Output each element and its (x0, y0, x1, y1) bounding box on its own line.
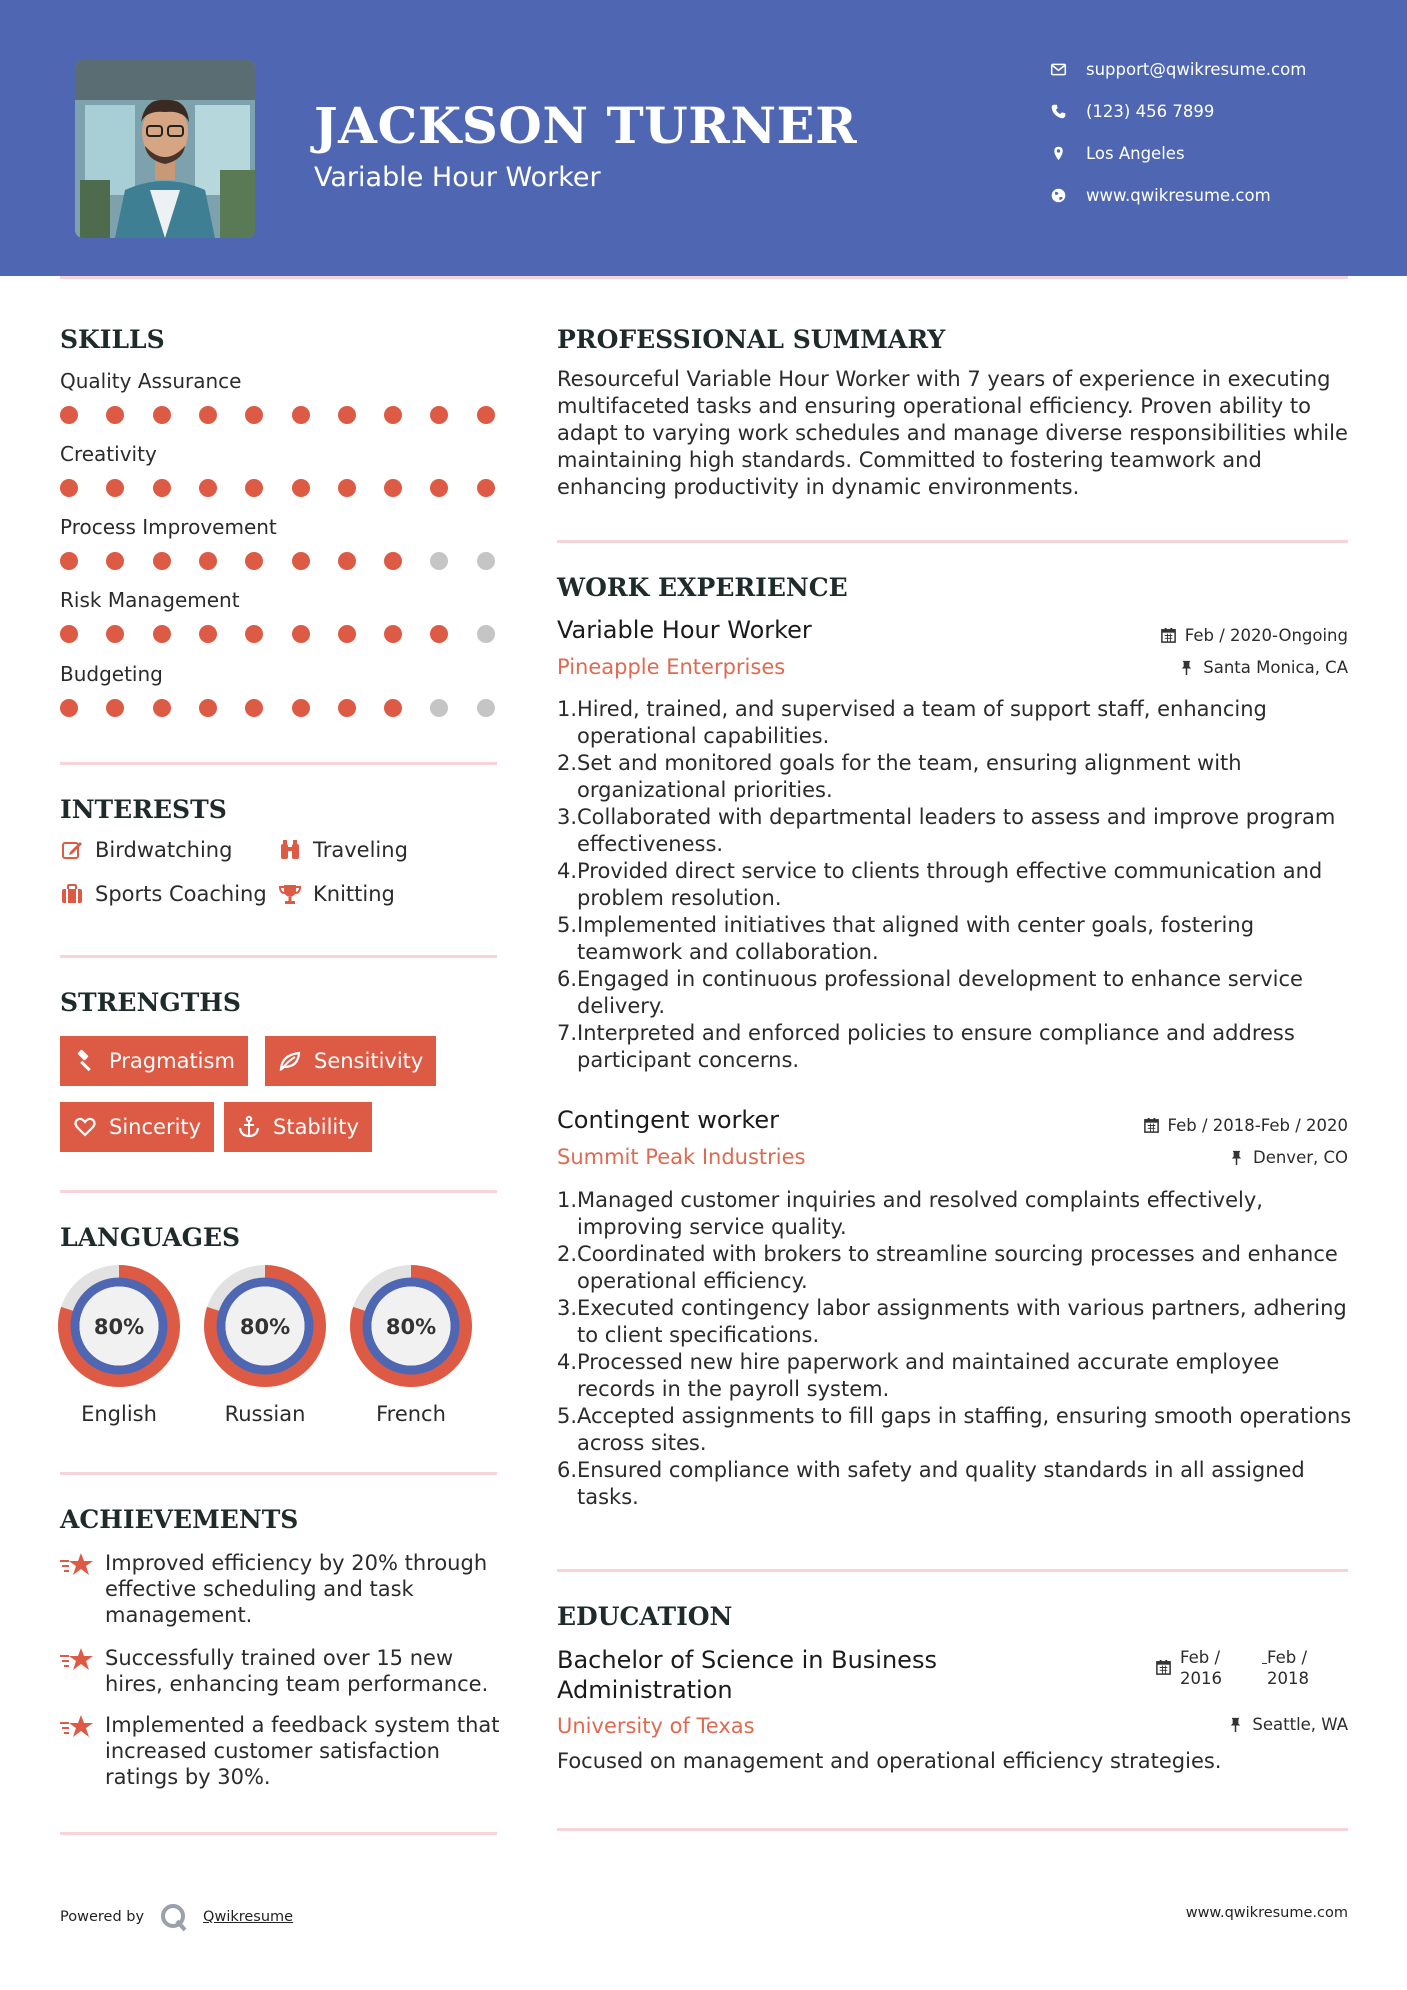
skill-dot-filled (430, 625, 448, 643)
language-percent: 80% (93, 1315, 145, 1339)
section-divider (557, 540, 1348, 543)
job-bullet (557, 912, 1357, 966)
achievement-item (60, 1712, 500, 1790)
skill-dot-filled (338, 552, 356, 570)
skill-dot-filled (153, 699, 171, 717)
anchor-icon (237, 1115, 261, 1139)
languages-heading: LANGUAGES (60, 1223, 241, 1252)
language-percent: 80% (239, 1315, 291, 1339)
skill-dot-empty (477, 699, 495, 717)
education-school: University of Texas (557, 1714, 755, 1738)
skill-dot-filled (106, 625, 124, 643)
pushpin-icon (1228, 1149, 1245, 1166)
section-divider (60, 1472, 497, 1475)
calendar-icon (1143, 1117, 1160, 1134)
strength-badge (265, 1036, 436, 1086)
language-ring (349, 1264, 473, 1388)
job-bullet (557, 1241, 1357, 1295)
header-divider (60, 276, 1348, 279)
skill-dot-empty (430, 552, 448, 570)
pushpin-icon (1227, 1716, 1244, 1733)
strengths-heading: STRENGTHS (60, 988, 241, 1017)
gavel-icon (73, 1049, 97, 1073)
bullet-text: Ensured compliance with safety and quality standards in all assigned tasks. (577, 1458, 1305, 1509)
education-location (1227, 1715, 1348, 1734)
job-role: Contingent worker (557, 1106, 780, 1134)
qwikresume-link[interactable]: Qwikresume (203, 1909, 294, 1925)
briefcase-icon (60, 882, 95, 906)
powered-by-text: Powered by (60, 1909, 145, 1925)
summary-text: Resourceful Variable Hour Worker with 7 years of experience in executing multifaceted tasks and ensuring operational efficiency. Proven ability to adapt to varying work schedules and manage diverse responsibilities while maintaining high standards. Committed to fostering teamwork and enhancing productivity in dynamic environments. (557, 367, 1348, 499)
bullet-text: Provided direct service to clients through effective communication and problem resolution. (577, 859, 1323, 910)
skill-dot-filled (292, 552, 310, 570)
job-location (1178, 658, 1348, 677)
contact-location (1050, 141, 1390, 165)
skill-dot-empty (477, 552, 495, 570)
skill-rating (60, 478, 500, 498)
skill-dot-filled (384, 406, 402, 424)
skill-name: Process Improvement (60, 515, 277, 539)
star-icon (60, 1712, 105, 1790)
skill-dot-filled (60, 479, 78, 497)
footer-powered-by (60, 1902, 293, 1932)
skill-dot-filled (245, 406, 263, 424)
interest-label: Sports Coaching (95, 882, 267, 906)
job-bullet (557, 1403, 1357, 1457)
language-ring (203, 1264, 327, 1388)
trophy-icon (278, 882, 313, 906)
star-icon (60, 1550, 105, 1628)
skill-dot-filled (199, 406, 217, 424)
bullet-number: 6 . (557, 966, 575, 1020)
skill-dot-filled (338, 479, 356, 497)
bullet-text: Hired, trained, and supervised a team of support staff, enhancing operational capabilities. (577, 697, 1267, 748)
job-bullet (557, 1187, 1357, 1241)
education-description: Focused on management and operational efficiency strategies. (557, 1749, 1222, 1773)
job-bullets (557, 1187, 1357, 1511)
skill-dot-filled (292, 699, 310, 717)
skill-dot-filled (60, 699, 78, 717)
skill-dot-filled (384, 699, 402, 717)
achievement-text: Improved efficiency by 20% through effective scheduling and task management. (105, 1551, 488, 1627)
star-icon (60, 1645, 105, 1697)
job-role: Variable Hour Worker (557, 616, 812, 644)
skill-dot-filled (338, 699, 356, 717)
skill-dot-filled (384, 625, 402, 643)
skill-dot-filled (292, 625, 310, 643)
skill-dot-filled (106, 699, 124, 717)
bullet-number: 2 . (557, 750, 575, 804)
interest-label: Traveling (313, 838, 408, 862)
skill-dot-filled (245, 552, 263, 570)
job-bullet (557, 858, 1357, 912)
skill-dot-filled (292, 406, 310, 424)
qwikresume-logo-icon (159, 1902, 189, 1932)
contact-email[interactable] (1050, 57, 1390, 81)
job-date (1143, 1116, 1348, 1135)
strength-label: Sensitivity (314, 1049, 424, 1073)
section-divider (60, 762, 497, 765)
job-location-text: Denver, CO (1252, 1148, 1348, 1167)
interests-heading: INTERESTS (60, 795, 227, 824)
interest-item (278, 838, 408, 862)
binoculars-icon (278, 838, 313, 862)
language-name: Russian (224, 1402, 306, 1426)
language-ring (57, 1264, 181, 1388)
skill-dot-filled (60, 406, 78, 424)
section-divider (557, 1569, 1348, 1572)
contact-website-text: www.qwikresume.com (1086, 185, 1271, 205)
achievement-text: Successfully trained over 15 new hires, enhancing team performance. (105, 1646, 489, 1696)
skill-name: Risk Management (60, 588, 240, 612)
interest-label: Birdwatching (95, 838, 233, 862)
skill-dot-filled (338, 406, 356, 424)
edit-icon (60, 838, 95, 862)
map-marker-icon (1050, 145, 1086, 162)
education-date-end: Feb / 2018 (1267, 1648, 1309, 1688)
skill-dot-filled (292, 479, 310, 497)
education-degree: Bachelor of Science in Business Administration (557, 1646, 937, 1704)
calendar-icon (1155, 1659, 1172, 1676)
candidate-title: Variable Hour Worker (314, 162, 601, 193)
job-bullet (557, 750, 1357, 804)
skill-dot-filled (477, 406, 495, 424)
section-divider (557, 1828, 1348, 1831)
resume-header (0, 0, 1407, 276)
experience-heading: WORK EXPERIENCE (557, 573, 848, 602)
interest-item (278, 882, 395, 906)
job-date-text: Feb / 2020-Ongoing (1184, 626, 1348, 645)
contact-phone-text: (123) 456 7899 (1086, 101, 1215, 121)
job-date (1160, 626, 1348, 645)
job-company: Summit Peak Industries (557, 1145, 806, 1169)
education-location-text: Seattle, WA (1252, 1715, 1348, 1734)
strength-badge (60, 1102, 214, 1152)
bullet-text: Accepted assignments to fill gaps in staffing, ensuring smooth operations across sites. (577, 1404, 1352, 1455)
bullet-number: 3 . (557, 804, 575, 858)
skill-dot-filled (199, 552, 217, 570)
strength-badge (60, 1036, 248, 1086)
bullet-number: 2 . (557, 1241, 575, 1295)
contact-email-text: support@qwikresume.com (1086, 59, 1307, 79)
job-company: Pineapple Enterprises (557, 655, 786, 679)
skill-dot-filled (153, 625, 171, 643)
bullet-text: Executed contingency labor assignments with various partners, adhering to client specifications. (577, 1296, 1347, 1347)
bullet-number: 7 . (557, 1020, 575, 1074)
skill-dot-filled (199, 625, 217, 643)
bullet-text: Processed new hire paperwork and maintained accurate employee records in the payroll system. (577, 1350, 1280, 1401)
skill-rating (60, 551, 500, 571)
interest-item (60, 882, 267, 906)
footer-website[interactable]: www.qwikresume.com (1185, 1905, 1348, 1921)
achievements-heading: ACHIEVEMENTS (60, 1505, 299, 1534)
job-location (1228, 1148, 1348, 1167)
skill-dot-filled (430, 406, 448, 424)
bullet-number: 3 . (557, 1295, 575, 1349)
skills-heading: SKILLS (60, 325, 165, 354)
bullet-number: 1 . (557, 1187, 575, 1241)
skill-dot-filled (245, 479, 263, 497)
pushpin-icon (1178, 659, 1195, 676)
strength-label: Stability (273, 1115, 359, 1139)
envelope-icon (1050, 61, 1086, 78)
skill-dot-filled (430, 479, 448, 497)
interest-label: Knitting (313, 882, 395, 906)
skill-rating (60, 698, 500, 718)
job-bullet (557, 1295, 1357, 1349)
phone-icon (1050, 103, 1086, 120)
heart-icon (73, 1115, 97, 1139)
bullet-text: Implemented initiatives that aligned with center goals, fostering teamwork and collaboration. (577, 913, 1255, 964)
skill-name: Creativity (60, 442, 157, 466)
contact-website[interactable] (1050, 183, 1390, 207)
contact-phone[interactable] (1050, 99, 1390, 123)
skill-rating (60, 624, 500, 644)
candidate-name: JACKSON TURNER (314, 96, 858, 155)
job-location-text: Santa Monica, CA (1203, 658, 1348, 677)
bullet-text: Collaborated with departmental leaders to assess and improve program effectiveness. (577, 805, 1336, 856)
education-heading: EDUCATION (557, 1602, 733, 1631)
job-bullet (557, 1020, 1357, 1074)
skill-dot-filled (153, 406, 171, 424)
bullet-text: Interpreted and enforced policies to ensure compliance and address participant concerns. (577, 1021, 1295, 1072)
bullet-text: Managed customer inquiries and resolved complaints effectively, improving service quality. (577, 1188, 1263, 1239)
language-name: French (376, 1402, 446, 1426)
bullet-text: Set and monitored goals for the team, ensuring alignment with organizational priorities. (577, 751, 1242, 802)
bullet-number: 1 . (557, 696, 575, 750)
achievement-item (60, 1645, 500, 1697)
bullet-number: 5 . (557, 1403, 575, 1457)
bullet-number: 6 . (557, 1457, 575, 1511)
language-name: English (81, 1402, 157, 1426)
skill-dot-filled (153, 479, 171, 497)
contact-location-text: Los Angeles (1086, 143, 1185, 163)
job-bullet (557, 804, 1357, 858)
section-divider (60, 1190, 497, 1193)
job-bullets (557, 696, 1357, 1074)
job-bullet (557, 696, 1357, 750)
language-percent: 80% (385, 1315, 437, 1339)
skill-name: Quality Assurance (60, 369, 242, 393)
job-date-text: Feb / 2018-Feb / 2020 (1167, 1116, 1348, 1135)
job-bullet (557, 1349, 1357, 1403)
skill-dot-filled (153, 552, 171, 570)
skill-dot-filled (106, 552, 124, 570)
bullet-number: 5 . (557, 912, 575, 966)
job-bullet (557, 966, 1357, 1020)
strength-badge (224, 1102, 372, 1152)
bullet-text: Coordinated with brokers to streamline sourcing processes and enhance operational efficiency. (577, 1242, 1338, 1293)
section-divider (60, 955, 497, 958)
leaf-icon (278, 1049, 302, 1073)
skill-dot-filled (338, 625, 356, 643)
globe-icon (1050, 187, 1086, 204)
education-date-start: Feb / 2016 (1180, 1648, 1222, 1688)
skill-dot-filled (199, 479, 217, 497)
achievement-item (60, 1550, 500, 1628)
skill-dot-filled (60, 625, 78, 643)
achievement-text: Implemented a feedback system that increased customer satisfaction ratings by 30%. (105, 1713, 500, 1789)
job-bullet (557, 1457, 1357, 1511)
interest-item (60, 838, 232, 862)
skill-dot-filled (106, 479, 124, 497)
skill-dot-filled (477, 479, 495, 497)
skill-dot-filled (199, 699, 217, 717)
bullet-number: 4 . (557, 1349, 575, 1403)
strength-label: Pragmatism (109, 1049, 235, 1073)
summary-heading: PROFESSIONAL SUMMARY (557, 325, 946, 354)
skill-dot-filled (384, 479, 402, 497)
bullet-number: 4 . (557, 858, 575, 912)
skill-dot-empty (430, 699, 448, 717)
calendar-icon (1160, 627, 1177, 644)
skill-dot-filled (245, 699, 263, 717)
skill-dot-filled (106, 406, 124, 424)
skill-dot-empty (477, 625, 495, 643)
skill-rating (60, 405, 500, 425)
profile-photo (75, 60, 255, 238)
skill-dot-filled (60, 552, 78, 570)
skill-name: Budgeting (60, 662, 163, 686)
section-divider (60, 1832, 497, 1835)
strength-label: Sincerity (109, 1115, 202, 1139)
skill-dot-filled (384, 552, 402, 570)
bullet-text: Engaged in continuous professional development to enhance service delivery. (577, 967, 1303, 1018)
skill-dot-filled (245, 625, 263, 643)
